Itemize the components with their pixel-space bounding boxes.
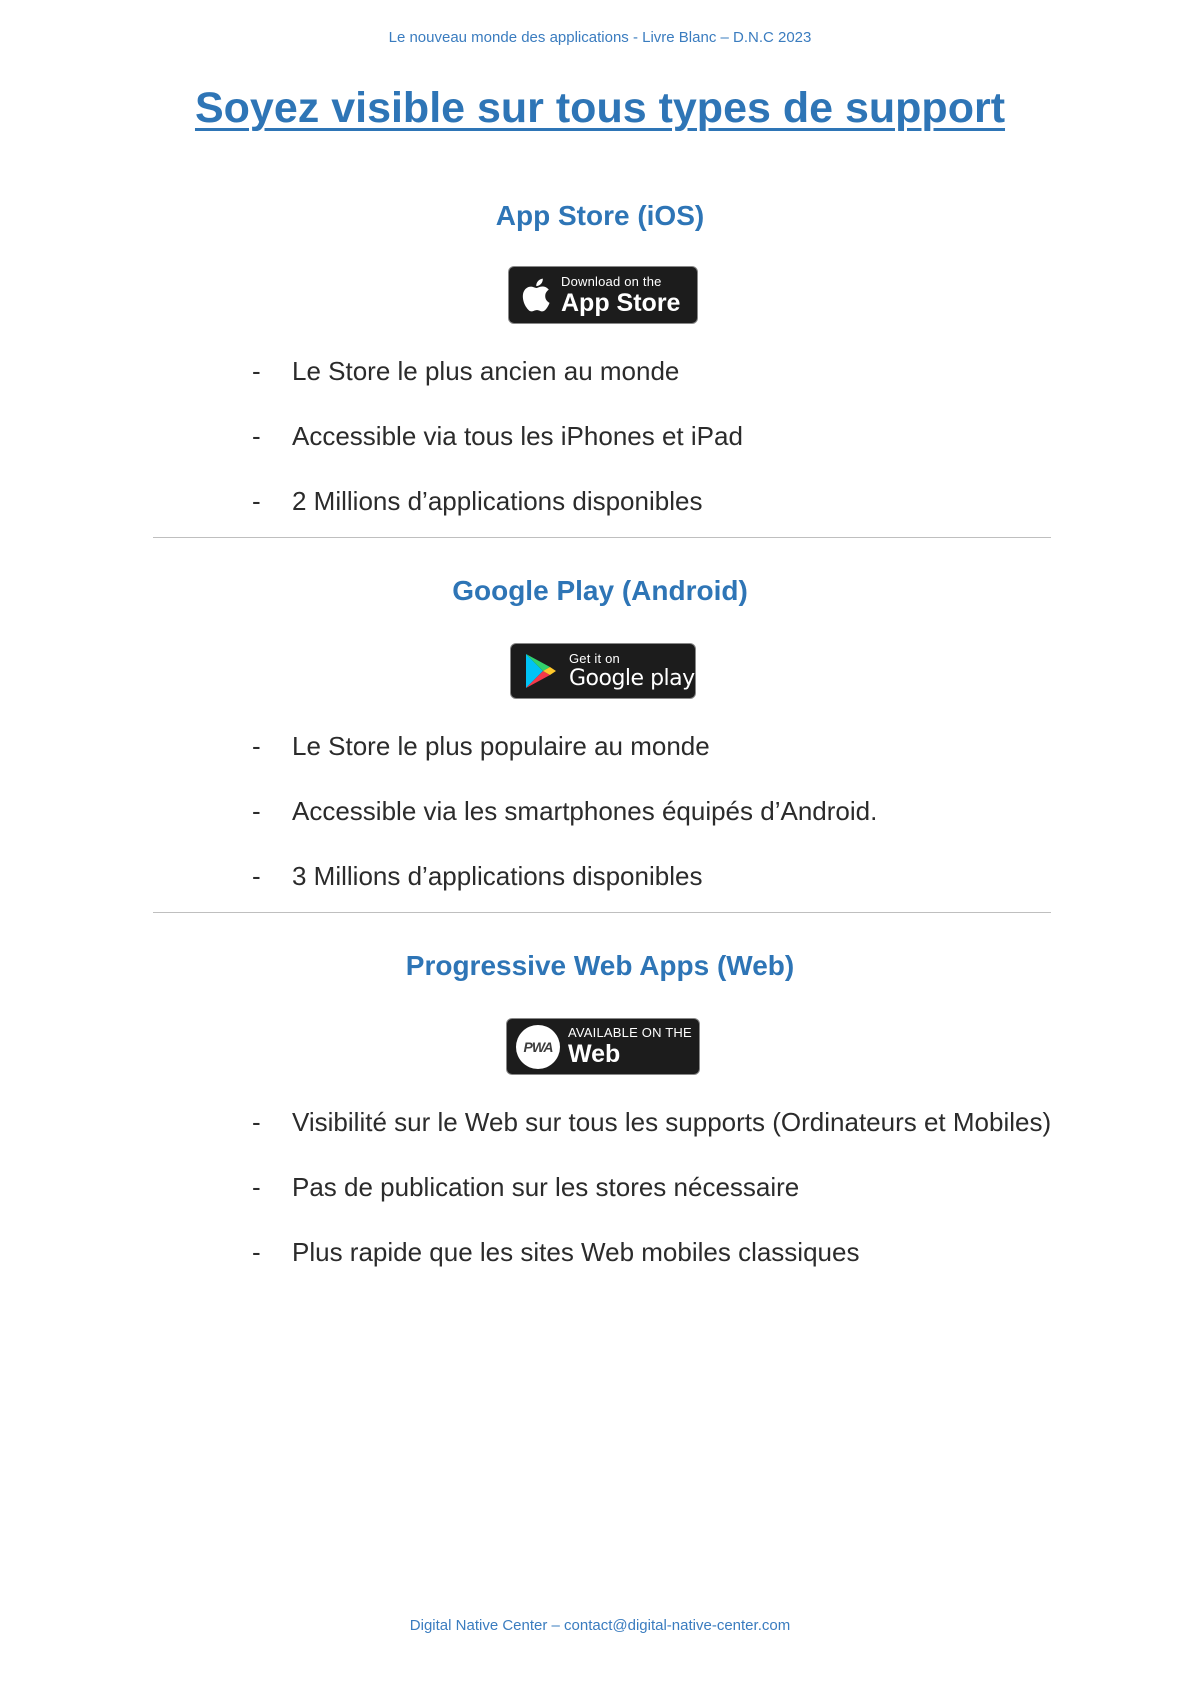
badge-small-text: AVAILABLE ON THE (568, 1025, 692, 1040)
bullet-list (252, 730, 1056, 925)
list-item: - Le Store le plus populaire au monde (252, 731, 710, 761)
section-title: App Store (iOS) (495, 200, 705, 231)
pwa-logo-text: PWA (523, 1038, 553, 1055)
section-divider (153, 537, 1051, 538)
bullet-dash: - (252, 1107, 261, 1137)
bullet-dash: - (252, 1237, 261, 1267)
list-item: - Accessible via les smartphones équipés d’Android. (252, 796, 878, 826)
badge-small-text: Download on the (561, 273, 662, 289)
list-item: - Plus rapide que les sites Web mobiles classiques (252, 1237, 860, 1267)
list-item: - Le Store le plus ancien au monde (252, 356, 680, 386)
bullet-dash: - (252, 356, 261, 386)
bullet-dash: - (252, 796, 261, 826)
bullet-dash: - (252, 1172, 261, 1202)
page-footer: Digital Native Center – contact@digital-native-center.com (409, 1617, 791, 1634)
google-play-badge[interactable] (510, 643, 696, 699)
app-store-badge[interactable] (508, 266, 698, 324)
pwa-logo-icon (516, 1025, 560, 1069)
list-item: - Accessible via tous les iPhones et iPad (252, 421, 743, 451)
google-play-icon (523, 651, 559, 691)
badge-big-text: Google play (569, 666, 695, 691)
pwa-web-badge[interactable] (506, 1018, 700, 1075)
bullet-dash: - (252, 861, 261, 891)
bullet-list (252, 355, 1056, 550)
list-item: - Pas de publication sur les stores nécessaire (252, 1172, 800, 1202)
section-title: Google Play (Android) (452, 575, 748, 606)
page-title: Soyez visible sur tous types de support (194, 84, 1006, 132)
badge-small-text: Get it on (569, 651, 620, 666)
badge-big-text: App Store (561, 288, 681, 317)
bullet-list (252, 1106, 1056, 1301)
apple-icon (521, 277, 551, 313)
list-item: - 2 Millions d’applications disponibles (252, 486, 703, 516)
bullet-dash: - (252, 731, 261, 761)
bullet-dash: - (252, 486, 261, 516)
badge-big-text: Web (568, 1040, 621, 1068)
section-divider (153, 912, 1051, 913)
bullet-dash: - (252, 421, 261, 451)
section-title: Progressive Web Apps (Web) (405, 950, 795, 981)
list-item: - 3 Millions d’applications disponibles (252, 861, 703, 891)
list-item: - Visibilité sur le Web sur tous les supports (Ordinateurs et Mobiles) (252, 1107, 1052, 1137)
running-header: Le nouveau monde des applications - Livre Blanc – D.N.C 2023 (388, 29, 812, 46)
